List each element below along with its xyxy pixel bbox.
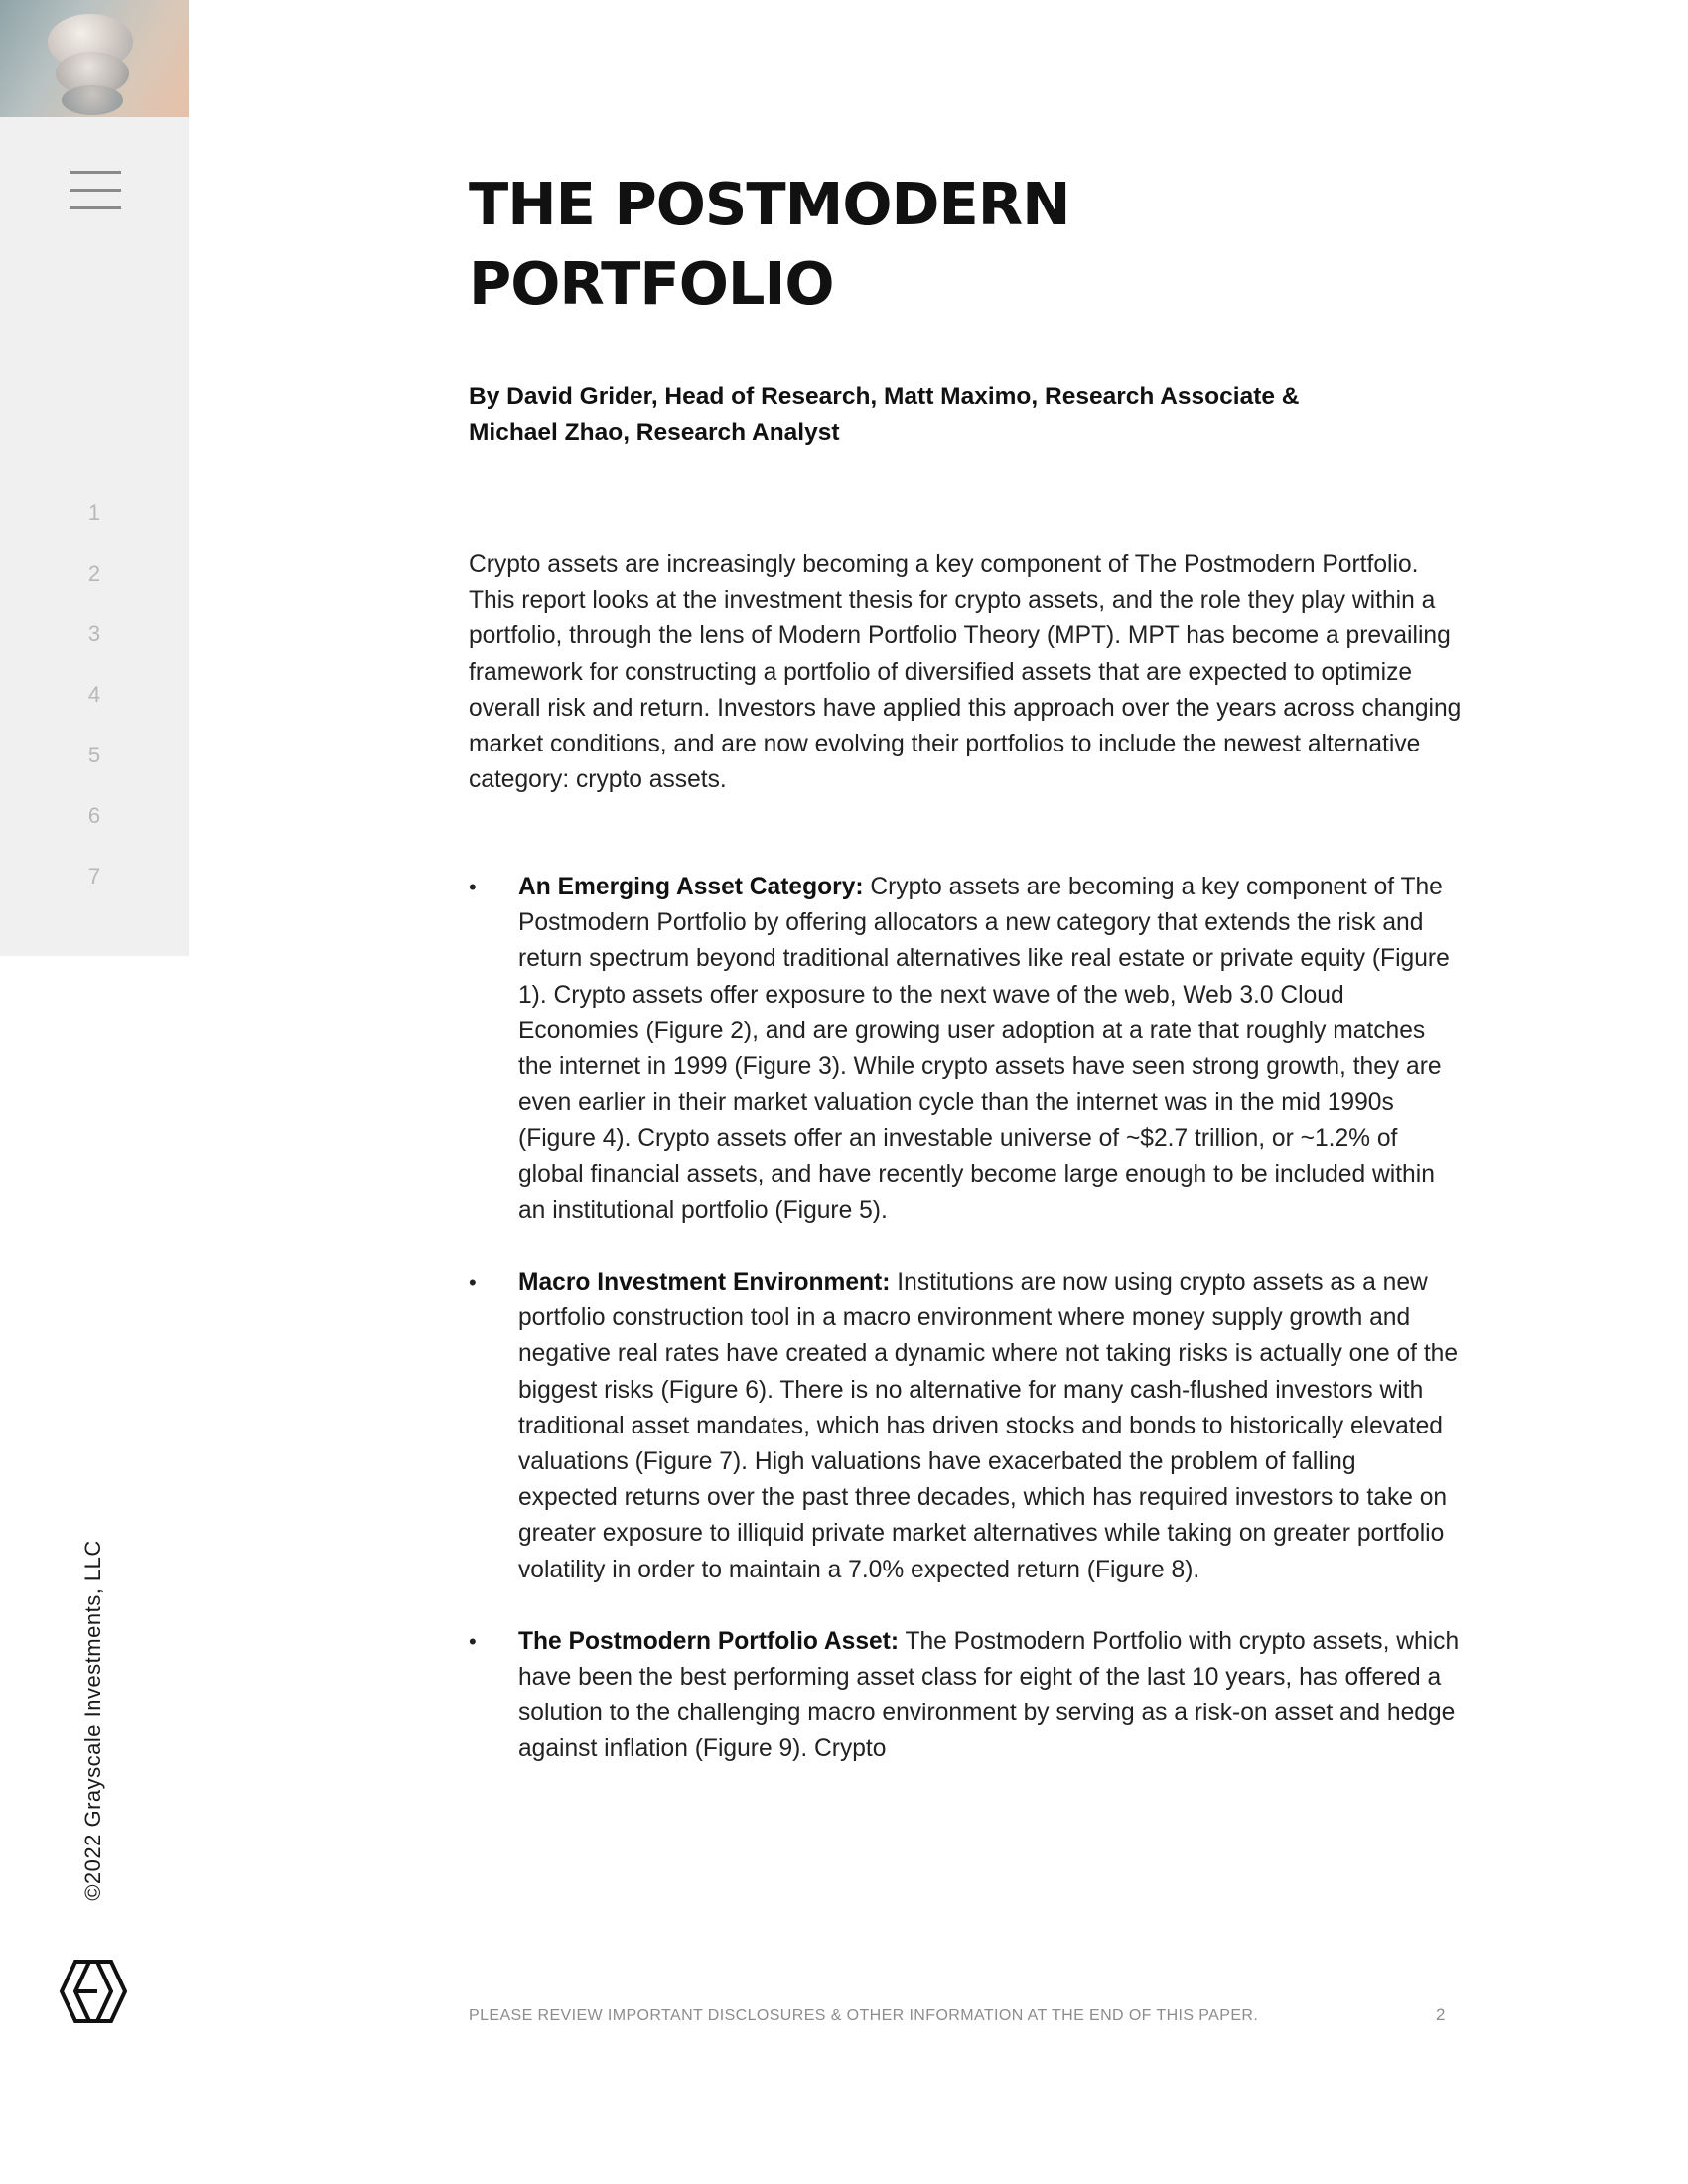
- list-item: [469, 1624, 1462, 1768]
- page-nav-item-7[interactable]: 7: [87, 864, 101, 888]
- page-nav-item-6[interactable]: 6: [87, 803, 101, 828]
- bullet-heading: The Postmodern Portfolio Asset:: [518, 1627, 900, 1655]
- bullet-glyph: •: [469, 1270, 477, 1296]
- bullet-text: The Postmodern Portfolio with crypto assets, which have been the best performing asset class for eight of the last 10 years, has offered a solution to the challenging macro environment by serving as a risk-on asset and hedge against inflation (Figure 9). Crypto: [518, 1627, 1460, 1763]
- title-line-2: PORTFOLIO: [469, 249, 834, 318]
- bullet-heading: Macro Investment Environment:: [518, 1269, 891, 1297]
- copyright-notice: ©2022 Grayscale Investments, LLC: [80, 1540, 105, 1901]
- page-nav-item-4[interactable]: 4: [87, 682, 101, 707]
- list-item: [469, 1265, 1462, 1588]
- bullet-heading: An Emerging Asset Category:: [518, 874, 864, 900]
- hamburger-menu-icon[interactable]: [70, 171, 121, 210]
- disclosure-note: PLEASE REVIEW IMPORTANT DISCLOSURES & OTHER INFORMATION AT THE END OF THIS PAPER.: [469, 2007, 1259, 2024]
- list-item: [469, 870, 1462, 1229]
- key-points-list: [469, 870, 1462, 1804]
- page-nav-item-2[interactable]: 2: [87, 561, 101, 586]
- page-nav-item-5[interactable]: 5: [87, 743, 101, 767]
- author-byline: [469, 379, 1442, 451]
- bullet-text: Institutions are now using crypto assets as a new portfolio construction tool in a macro environment where money supply growth and negative real rates have created a dynamic where not taking risks is actually one of the biggest risks (Figure 6). There is no alternative for many cash-flushed investors with traditional asset mandates, which has driven stocks and bonds to historically elevated valuations (Figure 7). High valuations have exacerbated the problem of falling expected returns over the past three decades, which has required investors to take on greater exposure to illiquid private market alternatives while taking on greater portfolio volatility in order to maintain a 7.0% expected return (Figure 8).: [518, 1269, 1459, 1583]
- byline-line-1: By David Grider, Head of Research, Matt Maximo, Research Associate &: [469, 383, 1300, 410]
- bullet-glyph: •: [469, 875, 477, 899]
- page-navigation: [0, 494, 189, 918]
- bullet-text: Crypto assets are becoming a key component of The Postmodern Portfolio by offering allocators a new category that extends the risk and return spectrum beyond traditional alternatives like real estate or private equity (Figure 1). Crypto assets offer exposure to the next wave of the web, Web 3.0 Cloud Economies (Figure 2), and are growing user adoption at a rate that roughly matches the internet in 1999 (Figure 3). While crypto assets have seen strong growth, they are even earlier in their market valuation cycle than the internet was in the mid 1990s (Figure 4). Crypto assets offer an investable universe of ~$2.7 trillion, or ~1.2% of global financial assets, and have recently become large enough to be included within an institutional portfolio (Figure 5).: [518, 874, 1450, 1224]
- page-nav-item-3[interactable]: 3: [87, 621, 101, 646]
- page-number: 2: [1436, 2005, 1446, 2024]
- bullet-glyph: •: [469, 1628, 477, 1654]
- page-nav-item-1[interactable]: 1: [87, 500, 101, 525]
- sphere-shape: [62, 85, 123, 115]
- title-line-1: THE POSTMODERN: [469, 170, 1070, 238]
- byline-line-2: Michael Zhao, Research Analyst: [469, 419, 840, 446]
- grayscale-logo-icon: [52, 1956, 133, 2027]
- intro-paragraph: Crypto assets are increasingly becoming a key component of The Postmodern Portfolio. This report looks at the investment thesis for crypto assets, and the role they play within a portfolio, through the lens of Modern Portfolio Theory (MPT). MPT has become a prevailing framework for constructing a portfolio of diversified assets that are expected to optimize overall risk and return. Investors have applied this approach over the years across changing market conditions, and are now evolving their portfolios to include the newest alternative category: crypto assets.: [469, 551, 1462, 794]
- cover-thumbnail[interactable]: [0, 0, 189, 117]
- page-title: [469, 165, 1362, 324]
